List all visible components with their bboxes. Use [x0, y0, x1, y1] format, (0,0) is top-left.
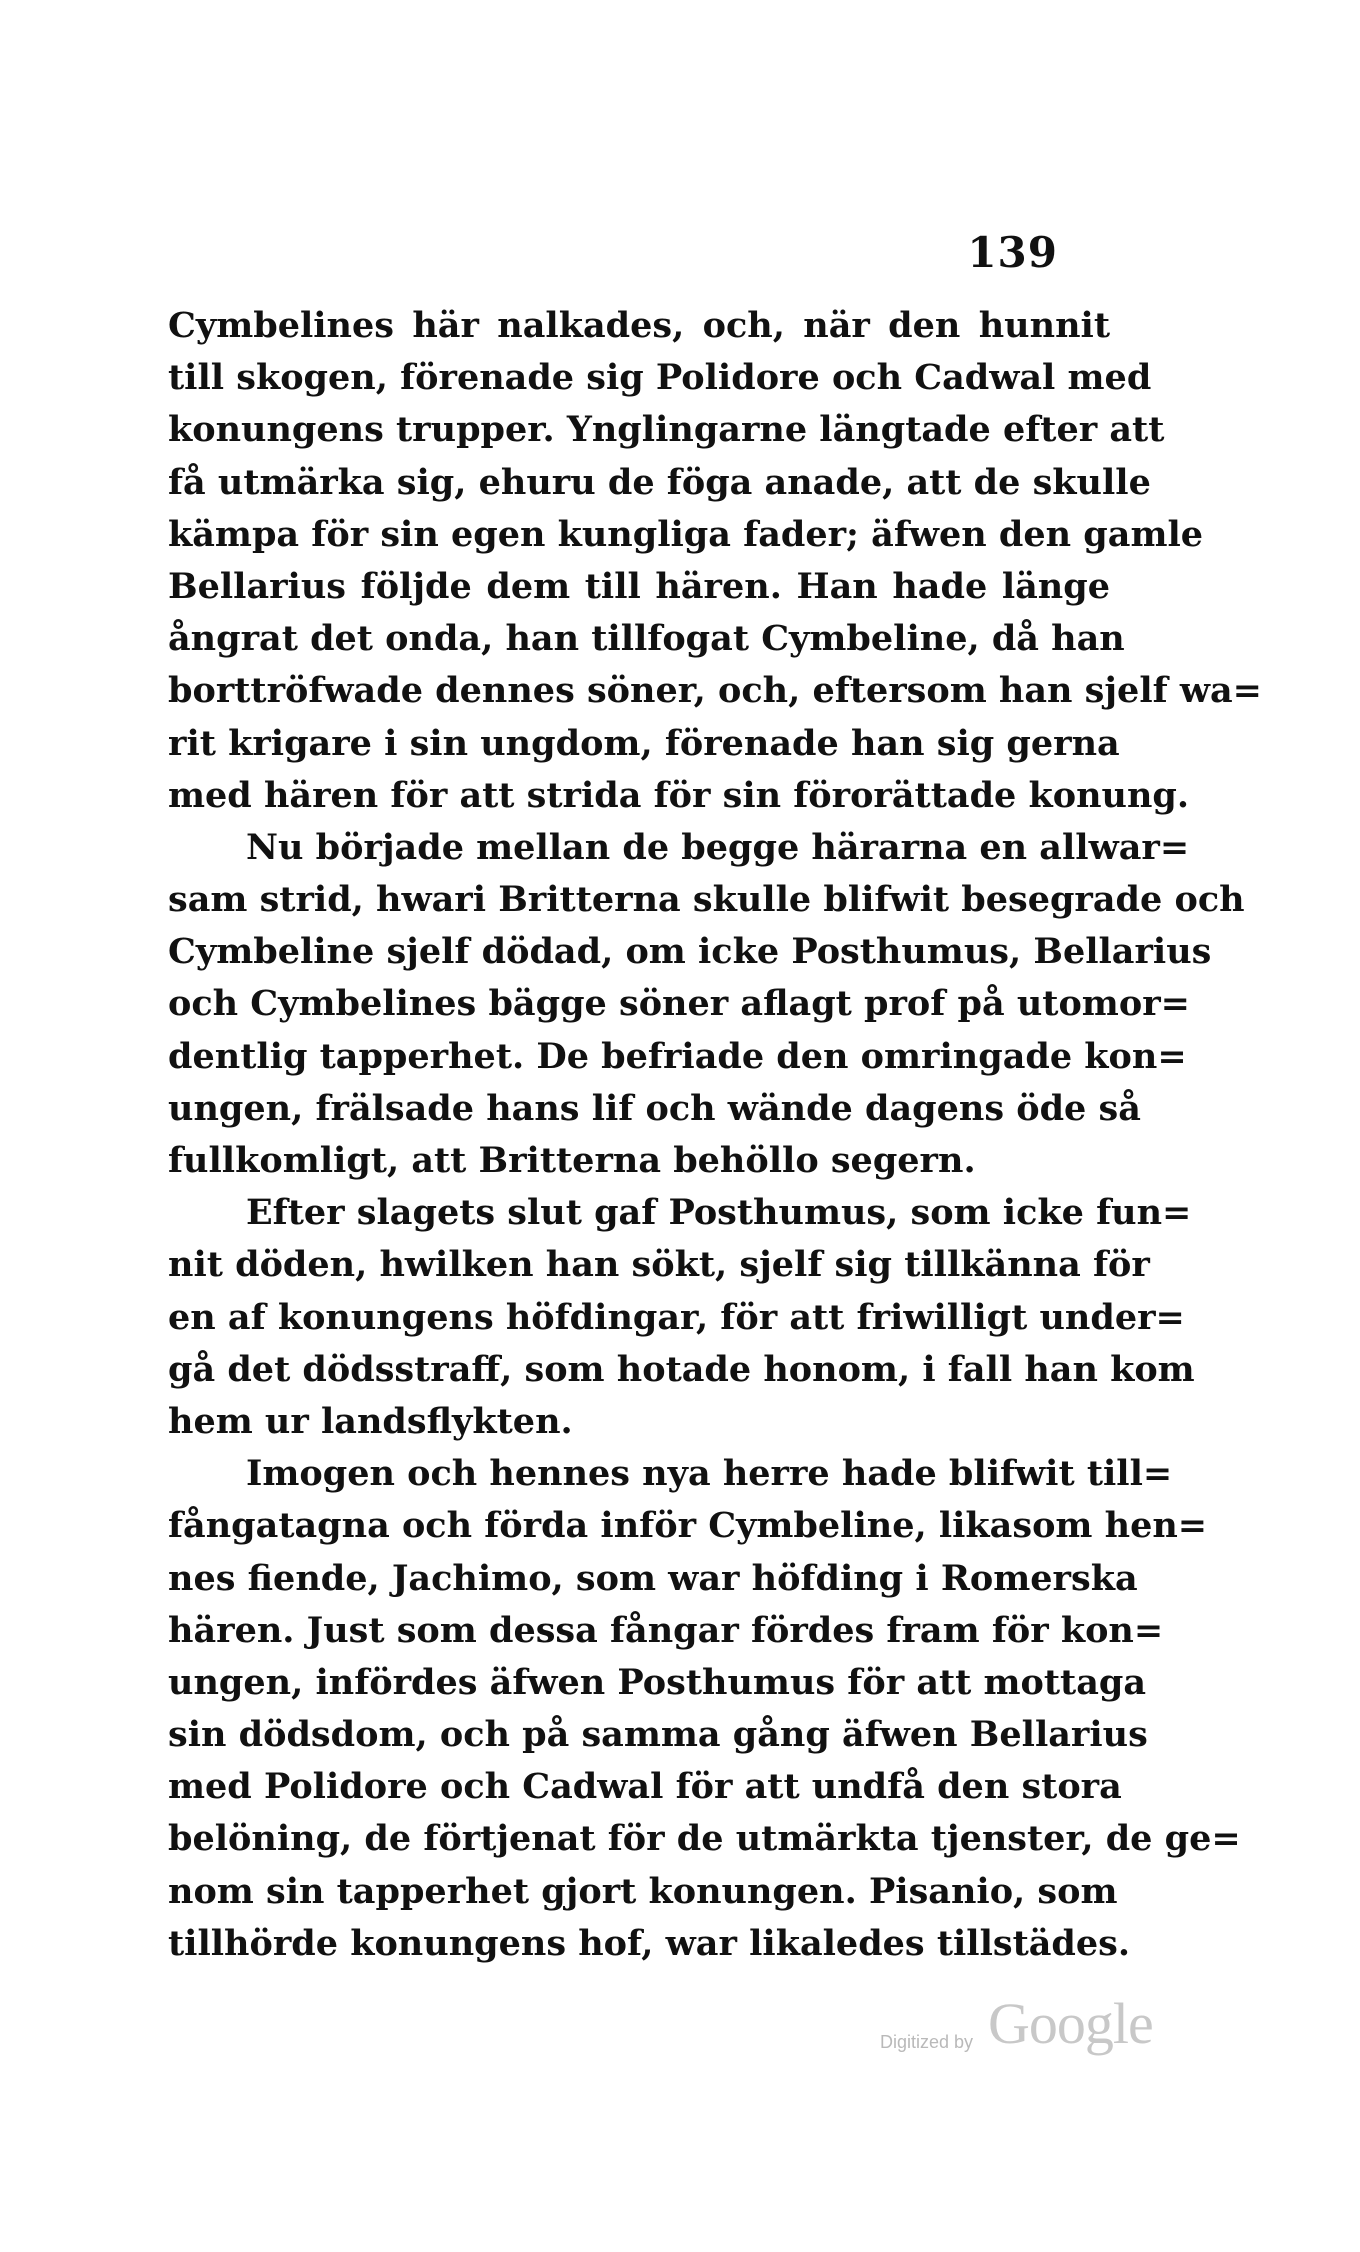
text-line: sin dödsdom, och på samma gång äfwen Bellarius — [168, 1714, 1148, 1756]
text-line: fångatagna och förda inför Cymbeline, likasom hen= — [168, 1505, 1208, 1547]
text-line: Cymbeline sjelf dödad, om icke Posthumus, Bellarius — [168, 931, 1212, 973]
text-line: sam strid, hwari Britterna skulle blifwit besegrade och — [168, 879, 1245, 921]
text-line: en af konungens höfdingar, för att friwilligt under= — [168, 1296, 1185, 1338]
text-line: med hären för att strida för sin förorättade konung. — [168, 774, 1190, 816]
text-line: kämpa för sin egen kungliga fader; äfwen den gamle — [168, 513, 1204, 555]
text-line: få utmärka sig, ehuru de föga anade, att de skulle — [168, 461, 1151, 503]
text-line: belöning, de förtjenat för de utmärkta tjenster, de ge= — [168, 1818, 1241, 1860]
text-line: Bellarius följde dem till hären. Han hade länge — [168, 565, 1110, 607]
text-line: Imogen och hennes nya herre hade blifwit till= — [246, 1453, 1173, 1495]
text-line: tillhörde konungens hof, war likaledes tillstädes. — [168, 1922, 1131, 1964]
text-line: hären. Just som dessa fångar fördes fram för kon= — [168, 1609, 1164, 1651]
page-number: 139 — [967, 228, 1058, 277]
text-line: nit döden, hwilken han sökt, sjelf sig tillkänna för — [168, 1244, 1150, 1286]
text-line: Efter slagets slut gaf Posthumus, som icke fun= — [246, 1192, 1192, 1234]
text-line: Cymbelines här nalkades, och, när den hunnit — [168, 305, 1110, 346]
text-line: dentlig tapperhet. De befriade den omringade kon= — [168, 1035, 1187, 1077]
text-line: ungen, infördes äfwen Posthumus för att mottaga — [168, 1661, 1147, 1703]
text-line: borttröfwade dennes söner, och, eftersom han sjelf wa= — [168, 670, 1262, 712]
body-text — [168, 300, 1262, 1970]
text-line: med Polidore och Cadwal för att undfå den stora — [168, 1766, 1122, 1808]
text-line: nes fiende, Jachimo, som war höfding i Romerska — [168, 1557, 1138, 1599]
digitized-watermark — [880, 1990, 1180, 2070]
text-line: ångrat det onda, han tillfogat Cymbeline, då han — [168, 618, 1125, 660]
text-line: och Cymbelines bägge söner aflagt prof på utomor= — [168, 983, 1190, 1025]
text-line: nom sin tapperhet gjort konungen. Pisanio, som — [168, 1870, 1118, 1912]
text-line: Nu började mellan de begge härarna en allwar= — [246, 826, 1190, 868]
text-line: hem ur landsflykten. — [168, 1400, 573, 1442]
text-line: konungens trupper. Ynglingarne längtade efter att — [168, 409, 1165, 451]
text-line: till skogen, förenade sig Polidore och Cadwal med — [168, 357, 1152, 399]
text-line: ungen, frälsade hans lif och wände dagens öde så — [168, 1087, 1141, 1129]
text-line: fullkomligt, att Britterna behöllo segern. — [168, 1140, 976, 1181]
digitized-by-label: Digitized by — [880, 2032, 974, 2052]
text-line: gå det dödsstraff, som hotade honom, i fall han kom — [168, 1348, 1195, 1390]
google-logo: Google — [988, 1991, 1153, 2056]
text-line: rit krigare i sin ungdom, förenade han sig gerna — [168, 722, 1120, 764]
